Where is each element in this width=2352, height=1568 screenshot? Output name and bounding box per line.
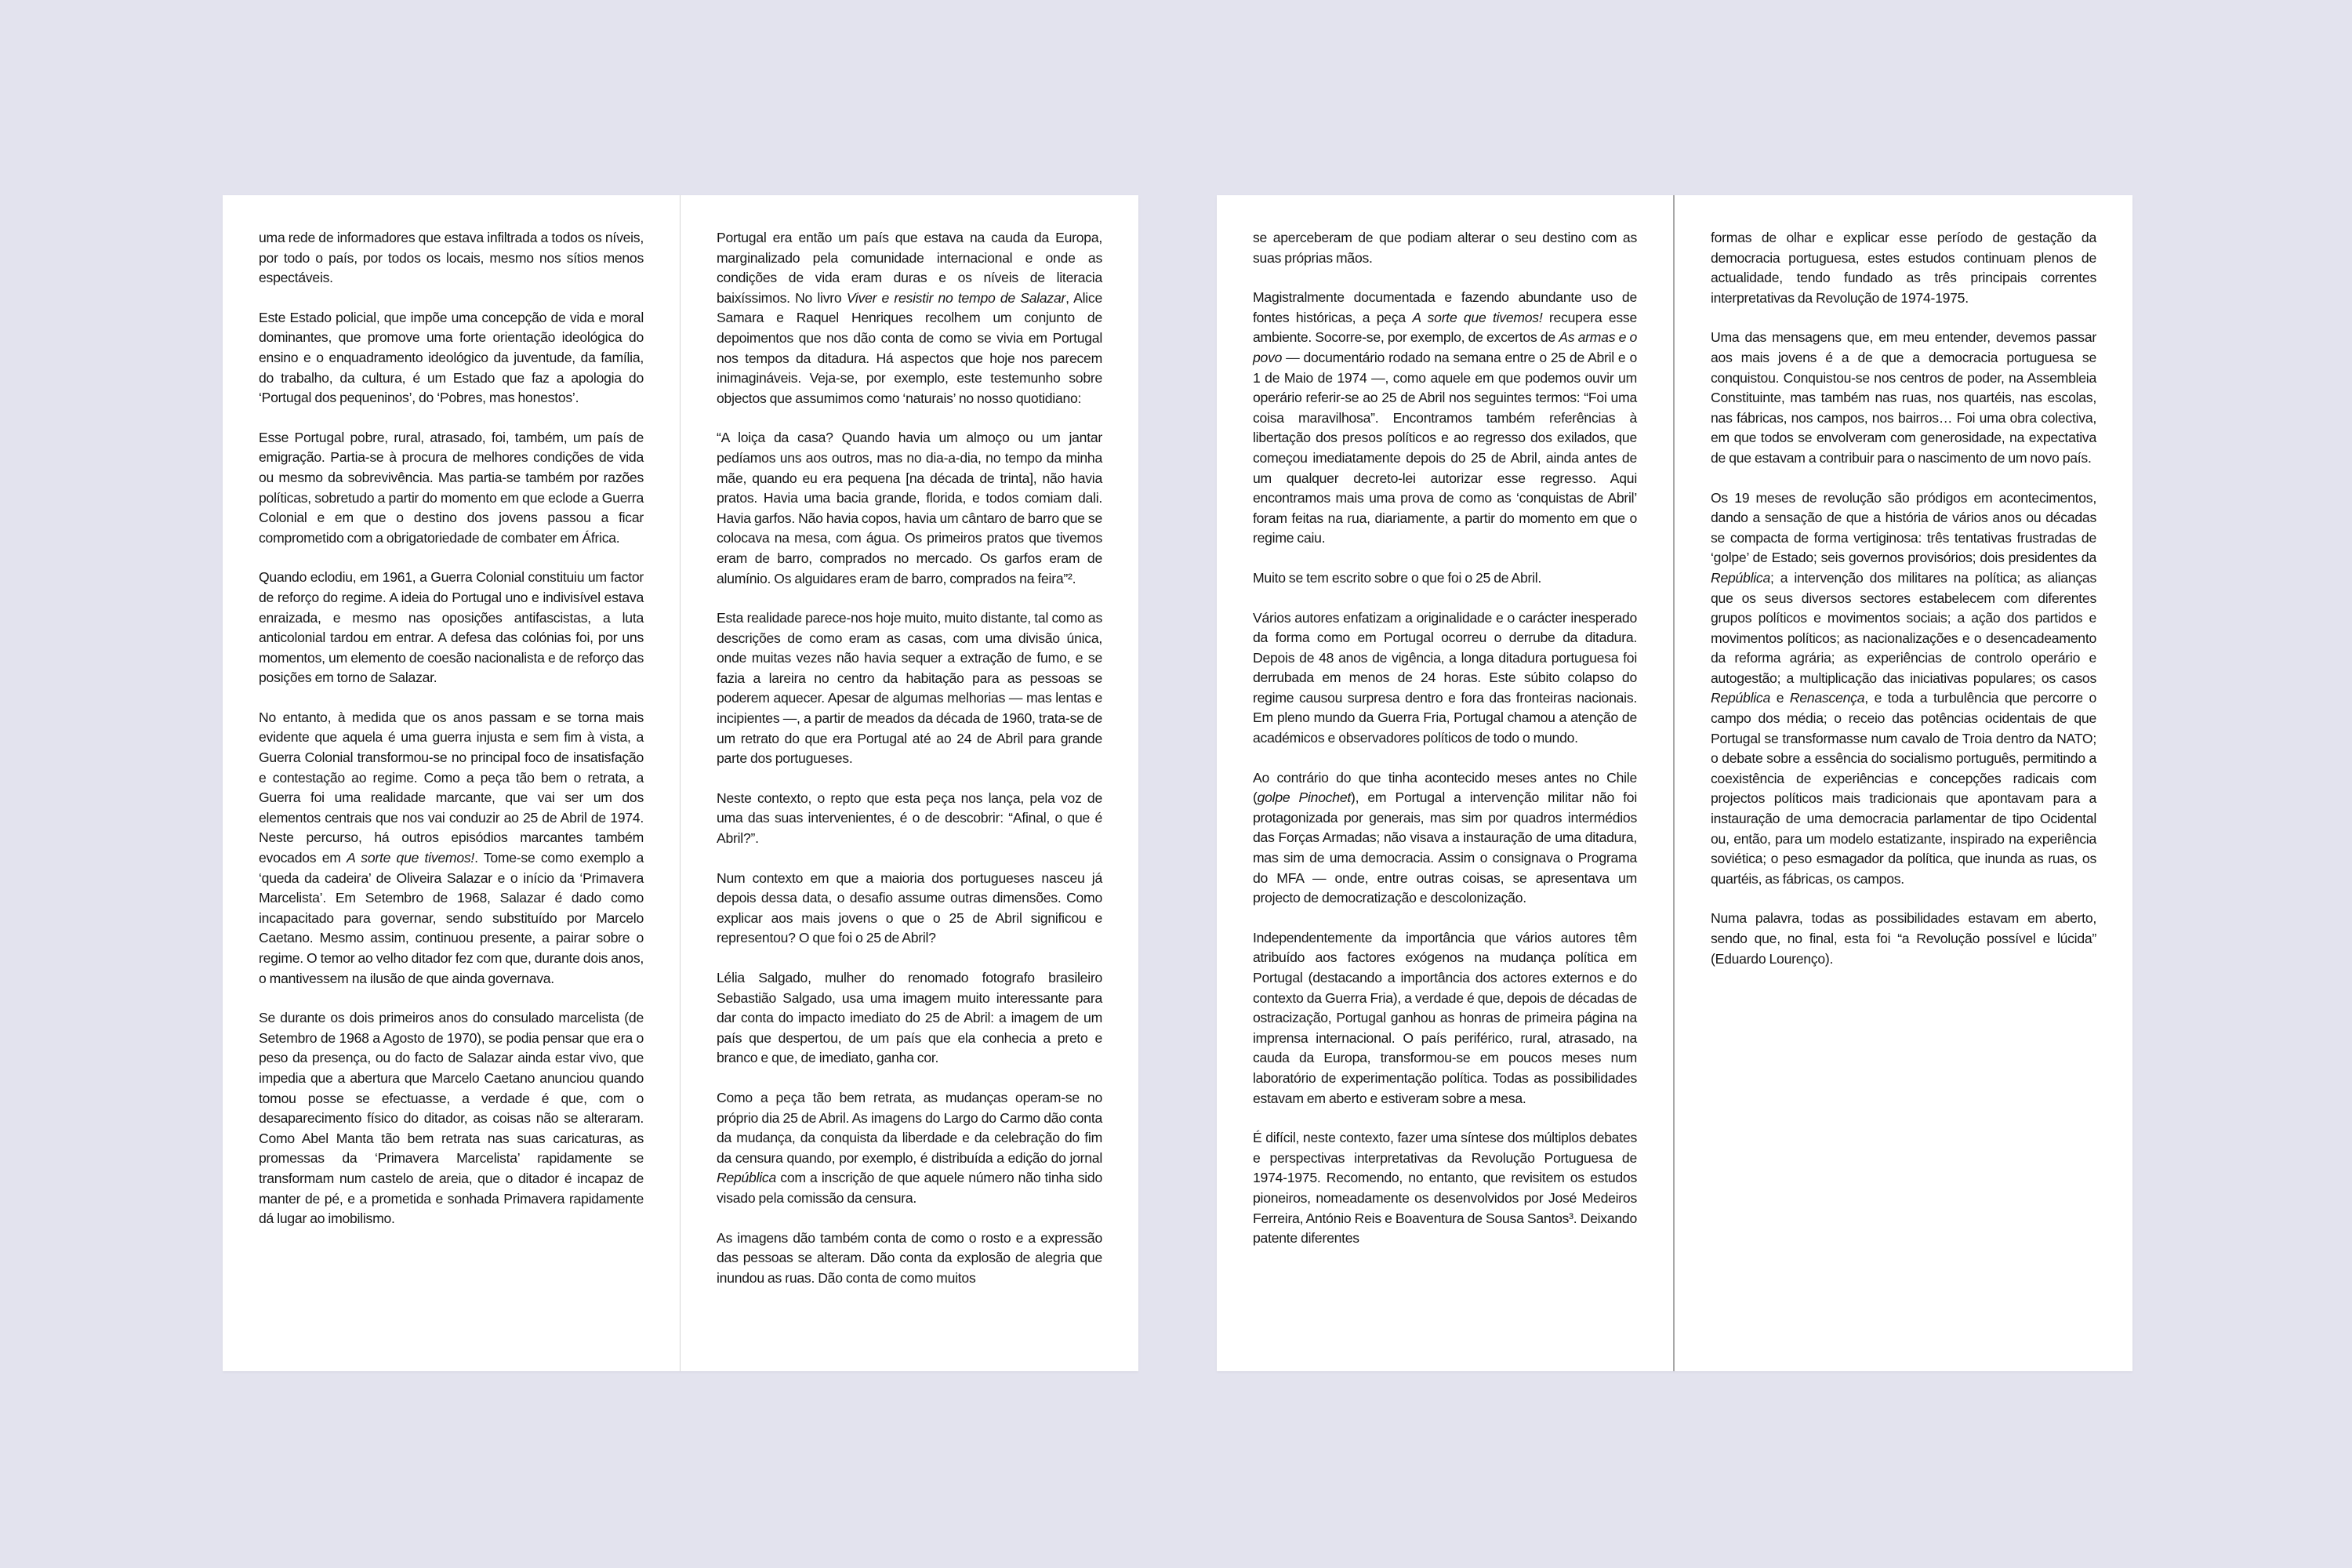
paragraph: Como a peça tão bem retrata, as mudanças operam-se no próprio dia 25 de Abril. As imagens do Largo do Carmo dão conta da mudança, da conquista da liberdade e da celebração do fim da censura quando, por exemplo, é distribuída a edição do jornal República com a inscrição de que aquele número não tinha sido visado pela comissão da censura. xyxy=(717,1089,1102,1206)
paragraph: Numa palavra, todas as possibilidades estavam em aberto, sendo que, no final, esta foi “a Revolução possível e lúcida” (Eduardo Lourenço). xyxy=(1711,910,2096,967)
quote-paragraph: “A loiça da casa? Quando havia um almoço ou um jantar pedíamos uns aos outros, mas no dia-a-dia, no tempo da minha mãe, quando eu era pequena [na década de trinta], não havia pratos. Havia uma bacia grande, florida, e todos comiam dali. Havia garfos. Não havia copos, havia um cântaro de barro que se colocava na mesa, com água. Os primeiros pratos que tivemos eram de barro, comprados no mercado. Os garfos eram de alumínio. Os alguidares eram de barro, comprados na feira”². xyxy=(717,430,1102,586)
page-left-recto xyxy=(681,195,1138,1371)
paragraph: Ao contrário do que tinha acontecido meses antes no Chile (golpe Pinochet), em Portugal a intervenção militar não foi protagonizada por generais, mas sim por quadros intermédios das Forças Armadas; não visava a instauração de uma ditadura, mas sim de uma democracia. Assim o consignava o Programa do MFA — onde, entre outras coisas, se apresentava um projecto de democratização e descolonização. xyxy=(1253,769,1638,906)
page-left-verso xyxy=(223,195,681,1371)
left-spread xyxy=(223,195,1138,1371)
paragraph: Vários autores enfatizam a originalidade e o carácter inesperado da forma como em Portugal ocorreu o derrube da ditadura. Depois de 48 anos de vigência, a longa ditadura portuguesa foi derrubada em menos de 24 horas. Este súbito colapso do regime causou surpresa dentro e fora das fronteiras nacionais. Em pleno mundo da Guerra Fria, Portugal chamou a atenção de académicos e observadores políticos de todo o mundo. xyxy=(1253,609,1637,746)
paragraph: Magistralmente documentada e fazendo abundante uso de fontes históricas, a peça A sorte que tivemos! recupera esse ambiente. Socorre-se, por exemplo, de excertos de As armas e o povo — documentário rodado na semana entre o 25 de Abril e o 1 de Maio de 1974 —, como aquele em que podemos ouvir um operário referir-se ao 25 de Abril nos seguintes termos: “Foi uma coisa maravilhosa”. Encontramos também referências à libertação dos presos políticos e ao regresso dos exilados, que começou imediatamente depois do 25 de Abril, ainda antes de um qualquer decreto-lei autorizar esse regresso. Aqui encontramos mais uma prova de como as ‘conquistas de Abril’ foram feitas na rua, diariamente, a partir do momento em que o regime caiu. xyxy=(1253,289,1637,546)
paragraph: Se durante os dois primeiros anos do consulado marcelista (de Setembro de 1968 a Agosto de 1970), se podia pensar que era o peso da presença, ou do facto de Salazar ainda estar vivo, que impedia que a abertura que Marcelo Caetano anunciou quando tomou posse se efectuasse, a verdade é que, com o desaparecimento físico do ditador, as coisas não se alteraram. Como Abel Manta tão bem retrata nas suas caricaturas, as promessas da ‘Primavera Marcelista’ rapidamente se transformam num castelo de areia, que o ditador é incapaz de manter de pé, e a prometida e sonhada Primavera rapidamente dá lugar ao imobilismo. xyxy=(259,1010,644,1227)
paragraph: se aperceberam de que podiam alterar o seu destino com as suas próprias mãos. xyxy=(1253,230,1637,266)
paragraph: Neste contexto, o repto que esta peça nos lança, pela voz de uma das suas intervenientes, é o de descobrir: “Afinal, o que é Abril?”. xyxy=(717,789,1102,847)
paragraph: Quando eclodiu, em 1961, a Guerra Colonial constituiu um factor de reforço do regime. A ideia do Portugal uno e indivisível estava enraizada, e mesmo nas oposições antifascistas, a luta anticolonial tardou em entrar. A defesa das colónias foi, por uns momentos, um elemento de coesão nacionalista e de reforço das posições em torno de Salazar. xyxy=(259,569,644,686)
paragraph: No entanto, à medida que os anos passam e se torna mais evidente que aquela é uma guerra injusta e sem fim à vista, a Guerra Colonial transformou-se no principal foco de insatisfação e contestação ao regime. Como a peça tão bem o retrata, a Guerra foi uma realidade marcante, que vai ser um dos elementos centrais que nos vai conduzir ao 25 de Abril de 1974. Neste percurso, há outros episódios marcantes também evocados em A sorte que tivemos!. Tome-se como exemplo a ‘queda da cadeira’ de Oliveira Salazar e o início da ‘Primavera Marcelista’. Em Setembro de 1968, Salazar é dado como incapacitado para governar, sendo substituído por Marcelo Caetano. Mesmo assim, continuou presente, a pairar sobre o regime. O temor ao velho ditador fez com que, durante dois anos, o mantivessem na ilusão de que ainda governava. xyxy=(259,709,644,986)
paragraph: É difícil, neste contexto, fazer uma síntese dos múltiplos debates e perspectivas interpretativas da Revolução Portuguesa de 1974-1975. Recomendo, no entanto, que revisitem os estudos pioneiros, nomeadamente os desenvolvidos por José Medeiros Ferreira, António Reis e Boaventura de Sousa Santos³. Deixando patente diferentes xyxy=(1253,1130,1637,1247)
paragraph: Independentemente da importância que vários autores têm atribuído aos factores exógenos na mudança política em Portugal (destacando a importância dos actores externos e do contexto da Guerra Fria), a verdade é que, depois de décadas de ostracização, Portugal ganhou as honras de primeira página na imprensa internacional. O país periférico, rural, atrasado, na cauda da Europa, transformou-se em poucos meses num laboratório de experimentação política. Todas as possibilidades estavam em aberto e estiveram sobre a mesa. xyxy=(1253,929,1637,1106)
paragraph: formas de olhar e explicar esse período de gestação da democracia portuguesa, estes estudos continuam plenos de actualidade, tendo fundado as três principais correntes interpretativas da Revolução de 1974-1975. xyxy=(1711,230,2096,306)
page-right-recto xyxy=(1675,195,2132,1371)
paragraph: Este Estado policial, que impõe uma concepção de vida e moral dominantes, que promove uma forte orientação ideológica do ensino e o enquadramento ideológico da juventude, da família, do trabalho, da cultura, é um Estado que faz a apologia do ‘Portugal dos pequeninos’, do ‘Pobres, mas honestos’. xyxy=(259,309,644,406)
paragraph: Esse Portugal pobre, rural, atrasado, foi, também, um país de emigração. Partia-se à procura de melhores condições de vida ou mesmo da sobrevivência. Mas partia-se também por razões políticas, sobretudo a partir do momento em que eclode a Guerra Colonial e em que o destino dos jovens passou a ficar comprometido com a obrigatoriedade de combater em África. xyxy=(259,429,644,546)
paragraph: Uma das mensagens que, em meu entender, devemos passar aos mais jovens é a de que a democracia portuguesa se conquistou. Conquistou-se nos centros de poder, na Assembleia Constituinte, mas também nas ruas, nos quartéis, nas escolas, nas fábricas, nos campos, nos bairros… Foi uma obra colectiva, em que todos se envolveram com generosidade, na expectativa de que estavam a contribuir para o nascimento de um novo país. xyxy=(1711,329,2096,466)
paragraph: Lélia Salgado, mulher do renomado fotografo brasileiro Sebastião Salgado, usa uma imagem muito interessante para dar conta do impacto imediato do 25 de Abril: a imagem de um país que despertou, de um país que ela conhecia a preto e branco e que, de imediato, ganha cor. xyxy=(717,970,1102,1066)
paragraph: Esta realidade parece-nos hoje muito, muito distante, tal como as descrições de como eram as casas, com uma divisão única, onde muitas vezes não havia sequer a extração de fumo, e se fazia a lareira no centro da habitação para as pessoas se poderem aquecer. Apesar de algumas melhorias — mas lentas e incipientes —, a partir de meados da década de 1960, trata-se de um retrato do que era Portugal até ao 24 de Abril para grande parte dos portugueses. xyxy=(717,610,1102,767)
right-spread xyxy=(1217,195,2132,1371)
paragraph: As imagens dão também conta de como o rosto e a expressão das pessoas se alteram. Dão conta da explosão de alegria que inundou as ruas. Dão conta de como muitos xyxy=(717,1229,1102,1286)
paragraph: Os 19 meses de revolução são pródigos em acontecimentos, dando a sensação de que a história de vários anos ou décadas se compacta de forma vertiginosa: três tentativas frustradas de ‘golpe’ de Estado; seis governos provisórios; dois presidentes da República; a intervenção dos militares na política; as alianças que os seus diversos sectores estabelecem com diferentes grupos políticos e movimentos sociais; a ação dos partidos e movimentos políticos; as nacionalizações e o desencadeamento da reforma agrária; as experiências de controlo operário e autogestão; a multiplicação das iniciativas populares; os casos República e Renascença, e toda a turbulência que percorre o campo dos média; o receio das potências ocidentais de que Portugal se transformasse num cavalo de Troia dentro da NATO; o debate sobre a essência do socialismo português, permitindo a coexistência de experiências e concepções radicais com projectos políticos mais tradicionais que apontavam para a instauração de uma democracia parlamentar de tipo Ocidental ou, então, para um modelo estatizante, inspirado na experiência soviética; o peso esmagador da política, que inunda as ruas, os quartéis, as fábricas, os campos. xyxy=(1711,489,2097,887)
paragraph: uma rede de informadores que estava infiltrada a todos os níveis, por todo o país, por todos os locais, mesmo nos sítios menos espectáveis. xyxy=(259,230,644,286)
paragraph: Portugal era então um país que estava na cauda da Europa, marginalizado pela comunidade internacional e onde as condições de vida eram duras e os níveis de literacia baixíssimos. No livro Viver e resistir no tempo de Salazar, Alice Samara e Raquel Henriques recolhem um conjunto de depoimentos que nos dão conta de como se vivia em Portugal nos tempos da ditadura. Há aspectos que hoje nos parecem inimagináveis. Veja-se, por exemplo, este testemunho sobre objectos que assumimos como ‘naturais’ no nosso quotidiano: xyxy=(717,230,1102,406)
page-right-verso xyxy=(1217,195,1675,1371)
paragraph: Num contexto em que a maioria dos portugueses nasceu já depois dessa data, o desafio assume outras dimensões. Como explicar aos mais jovens o que o 25 de Abril significou e representou? O que foi o 25 de Abril? xyxy=(717,869,1102,946)
paragraph: Muito se tem escrito sobre o que foi o 25 de Abril. xyxy=(1253,569,1542,586)
